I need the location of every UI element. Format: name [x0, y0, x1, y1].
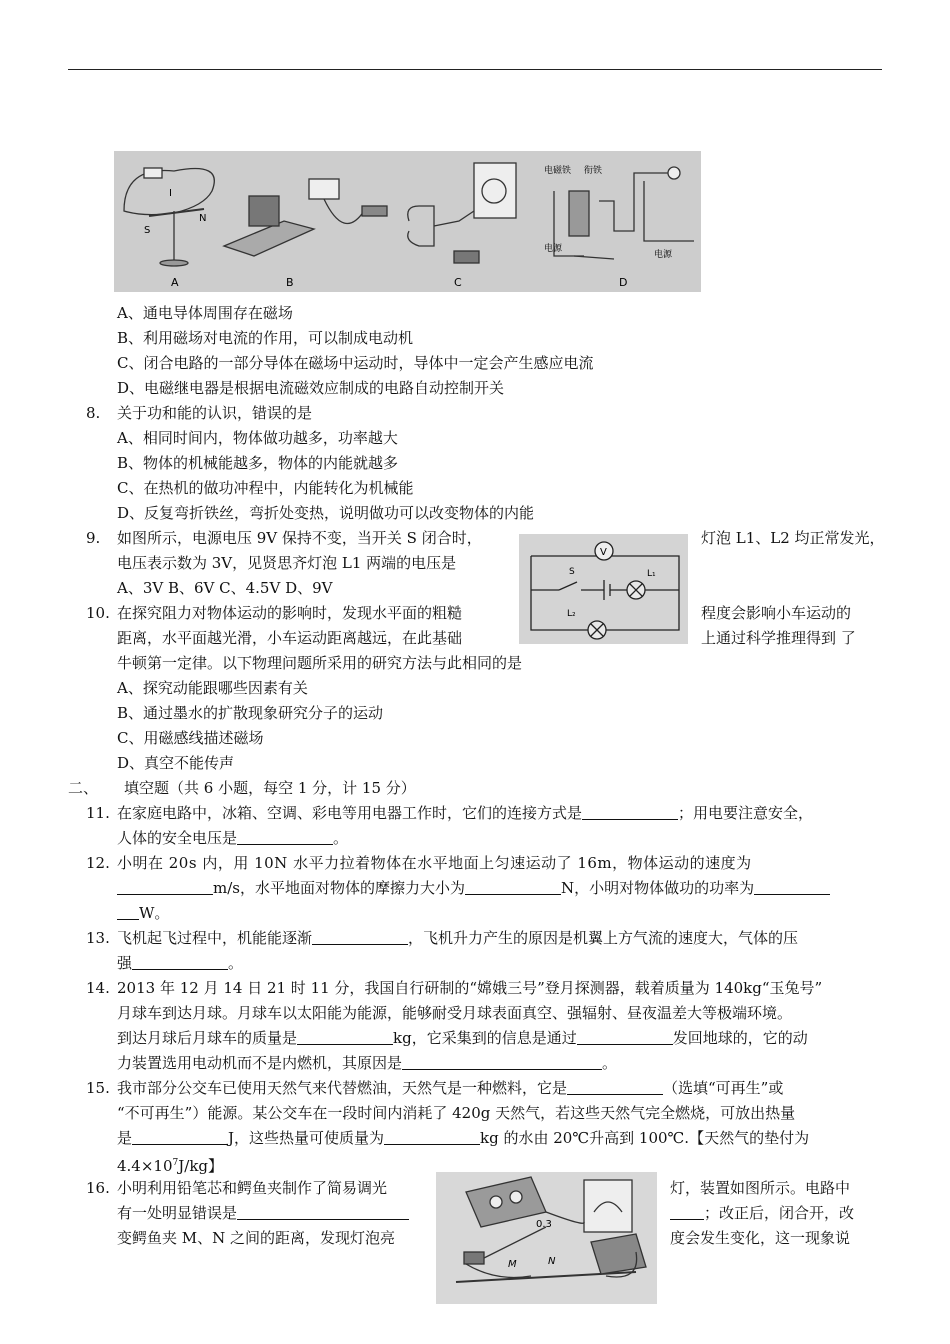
q14-blank-2[interactable] — [577, 1030, 673, 1045]
q13-text-d: 。 — [228, 954, 244, 972]
q16-dimmer-figure — [436, 1172, 657, 1304]
q14-line-2: 月球车到达月球。月球车以太阳能为能源，能够耐受月球表面真空、强辐射、昼夜温差大等极端环境。 — [117, 1004, 793, 1022]
fig-d-armature-label: 衔铁 — [584, 166, 603, 176]
q14-line-3 — [117, 1028, 808, 1048]
q13-text-c: 强 — [117, 954, 133, 972]
q16-line-2 — [117, 1203, 409, 1223]
q11-line-2 — [117, 828, 348, 848]
q15-exponent: 7 — [172, 1158, 179, 1168]
fig-d-power-label-2: 电源 — [654, 250, 673, 260]
q13-text-a: 飞机起飞过程中，机能能逐渐 — [117, 929, 313, 947]
q16-line-3-right: 度会发生变化，这一现象说 — [670, 1229, 851, 1247]
q16-text-a: 有一处明显错误是 — [117, 1204, 238, 1222]
q13-blank-1[interactable] — [312, 930, 408, 945]
voltmeter-label: V — [600, 547, 607, 558]
q13-text-b: ，飞机升力产生的原因是机翼上方气流的速度大，气体的压 — [408, 929, 799, 947]
q13-line-1 — [117, 928, 798, 948]
q16-line-2-right — [670, 1203, 854, 1223]
q14-text-e: 。 — [602, 1054, 618, 1072]
q14-blank-1[interactable] — [297, 1030, 393, 1045]
q14-number: 14. — [86, 979, 110, 997]
switch-label: S — [569, 567, 575, 577]
q10-line-2: 距离，水平面越光滑，小车运动距离越远，在此基础 — [117, 629, 463, 647]
q10-option-b: B、通过墨水的扩散现象研究分子的运动 — [117, 704, 384, 722]
section-2-title: 填空题（共 6 小题，每空 1 分，计 15 分） — [124, 779, 416, 797]
q12-line-2 — [117, 878, 830, 898]
q8-number: 8. — [86, 404, 101, 422]
fig-label-b: B — [286, 276, 294, 289]
q10-line-2-right: 上通过科学推理得到 了 — [701, 629, 856, 647]
q11-number: 11. — [86, 804, 110, 822]
q10-line-3: 牛顿第一定律。以下物理问题所采用的研究方法与此相同的是 — [117, 654, 523, 672]
q11-text-a: 在家庭电路中，冰箱、空调、彩电等用电器工作时，它们的连接方式是 — [117, 804, 583, 822]
q12-number: 12. — [86, 854, 110, 872]
q7-option-c: C、闭合电路的一部分导体在磁场中运动时，导体中一定会产生感应电流 — [117, 354, 594, 372]
q15-blank-1[interactable] — [567, 1080, 663, 1095]
header-rule — [68, 69, 882, 70]
q7-option-a: A、通电导体周围存在磁场 — [117, 304, 293, 322]
clip-n-label: N — [548, 1256, 556, 1267]
section-2-number: 二、 — [68, 779, 99, 797]
fig-label-a: A — [171, 276, 179, 289]
q8-option-a: A、相同时间内，物体做功越多，功率越大 — [117, 429, 398, 447]
q9-options: A、3V B、6V C、4.5V D、9V — [117, 579, 333, 597]
q12-text-a: m/s，水平地面对物体的摩擦力大小为 — [213, 879, 465, 897]
fig-label-d: D — [619, 276, 628, 289]
q8-option-b: B、物体的机械能越多，物体的内能就越多 — [117, 454, 399, 472]
q10-line-1: 在探究阻力对物体运动的影响时，发现水平面的粗糙 — [117, 604, 463, 622]
q11-text-d: 。 — [333, 829, 349, 847]
q14-text-a: 到达月球后月球车的质量是 — [117, 1029, 298, 1047]
q15-text-g: J/kg】 — [178, 1157, 224, 1175]
fig-d-electromagnet-label: 电磁铁 — [544, 166, 572, 176]
q10-option-a: A、探究动能跟哪些因素有关 — [117, 679, 308, 697]
fig-a-n-label: N — [199, 213, 207, 224]
q12-text-b: N，小明对物体做功的功率为 — [560, 879, 755, 897]
q15-text-c: 是 — [117, 1129, 133, 1147]
q15-text-d: J，这些热量可使质量为 — [228, 1129, 385, 1147]
lamp-l1-label: L₁ — [647, 569, 656, 579]
q9-line-1: 如图所示，电源电压 9V 保持不变，当开关 S 闭合时， — [117, 529, 482, 547]
q14-text-b: kg，它采集到的信息是通过 — [393, 1029, 577, 1047]
q12-blank-1[interactable] — [117, 880, 213, 895]
q14-line-1: 2013 年 12 月 14 日 21 时 11 分，我国自行研制的“嫦娥三号”登月探测器，载着质量为 140kg“玉兔号” — [117, 979, 823, 997]
q12-blank-3[interactable] — [754, 880, 830, 895]
q15-blank-3[interactable] — [384, 1130, 480, 1145]
q7-option-b: B、利用磁场对电流的作用，可以制成电动机 — [117, 329, 414, 347]
q15-number: 15. — [86, 1079, 110, 1097]
q16-line-3: 变鳄鱼夹 M、N 之间的距离，发现灯泡亮 — [117, 1229, 396, 1247]
q9-number: 9. — [86, 529, 101, 547]
q12-blank-3-cont[interactable] — [117, 905, 139, 920]
q15-blank-2[interactable] — [132, 1130, 228, 1145]
q16-blank-1-cont[interactable] — [670, 1205, 704, 1220]
q15-text-e: kg 的水由 20℃升高到 100℃.【天然气的垫付为 — [480, 1129, 810, 1147]
q15-text-a: 我市部分公交车已使用天然气来代替燃油，天然气是一种燃料，它是 — [117, 1079, 568, 1097]
q9-line-2: 电压表示数为 3V，见贤思齐灯泡 L1 两端的电压是 — [117, 554, 457, 572]
ammeter-reading-label: 0.3 — [536, 1219, 552, 1230]
electromagnetism-figure — [114, 151, 701, 292]
q12-line-3 — [117, 903, 169, 923]
q11-blank-1[interactable] — [582, 805, 678, 820]
q15-line-4 — [117, 1153, 223, 1176]
q15-text-b: （选填“可再生”或 — [663, 1079, 784, 1097]
q16-blank-1[interactable] — [237, 1205, 409, 1220]
q16-line-1: 小明利用铅笔芯和鳄鱼夹制作了简易调光 — [117, 1179, 388, 1197]
q14-text-c: 发回地球的，它的动 — [672, 1029, 808, 1047]
q8-option-d: D、反复弯折铁丝，弯折处变热，说明做功可以改变物体的内能 — [117, 504, 535, 522]
q9-circuit-figure — [519, 534, 688, 644]
q15-line-2: “不可再生”）能源。某公交车在一段时间内消耗了 420g 天然气，若这些天然气完全燃烧，可放出热量 — [117, 1104, 796, 1122]
q12-blank-2[interactable] — [465, 880, 561, 895]
q14-text-d: 力装置选用电动机而不是内燃机，其原因是 — [117, 1054, 403, 1072]
q12-line-1: 小明在 20s 内，用 10N 水平力拉着物体在水平地面上匀速运动了 16m，物体运动的速度为 — [117, 854, 752, 872]
q15-text-f: 4.4×10 — [117, 1157, 173, 1175]
q10-line-1-right: 程度会影响小车运动的 — [701, 604, 852, 622]
q13-line-2 — [117, 953, 243, 973]
q12-text-c: W。 — [139, 904, 170, 922]
fig-a-s-label: S — [144, 225, 151, 236]
fig-a-current-label: I — [169, 188, 172, 199]
q8-stem: 关于功和能的认识，错误的是 — [117, 404, 313, 422]
q15-line-1 — [117, 1078, 783, 1098]
lamp-l2-label: L₂ — [567, 609, 576, 619]
q13-number: 13. — [86, 929, 110, 947]
q10-option-d: D、真空不能传声 — [117, 754, 235, 772]
q11-line-1 — [117, 803, 813, 823]
q11-blank-2[interactable] — [237, 830, 333, 845]
q9-line-1-right: 灯泡 L1、L2 均正常发光， — [701, 529, 885, 547]
q11-text-c: 人体的安全电压是 — [117, 829, 238, 847]
q10-number: 10. — [86, 604, 110, 622]
q11-text-b: ；用电要注意安全， — [678, 804, 814, 822]
q16-text-b: ；改正后，闭合开，改 — [704, 1204, 855, 1222]
q16-line-1-right: 灯，装置如图所示。电路中 — [670, 1179, 851, 1197]
q10-option-c: C、用磁感线描述磁场 — [117, 729, 264, 747]
q13-blank-2[interactable] — [132, 955, 228, 970]
q16-number: 16. — [86, 1179, 110, 1197]
clip-m-label: M — [508, 1259, 517, 1270]
q8-option-c: C、在热机的做功冲程中，内能转化为机械能 — [117, 479, 414, 497]
q14-line-4 — [117, 1053, 617, 1073]
fig-label-c: C — [454, 276, 462, 289]
q15-line-3 — [117, 1128, 809, 1148]
q7-option-d: D、电磁继电器是根据电流磁效应制成的电路自动控制开关 — [117, 379, 505, 397]
fig-d-power-label-1: 电源 — [544, 244, 563, 254]
q14-blank-3[interactable] — [402, 1055, 602, 1070]
